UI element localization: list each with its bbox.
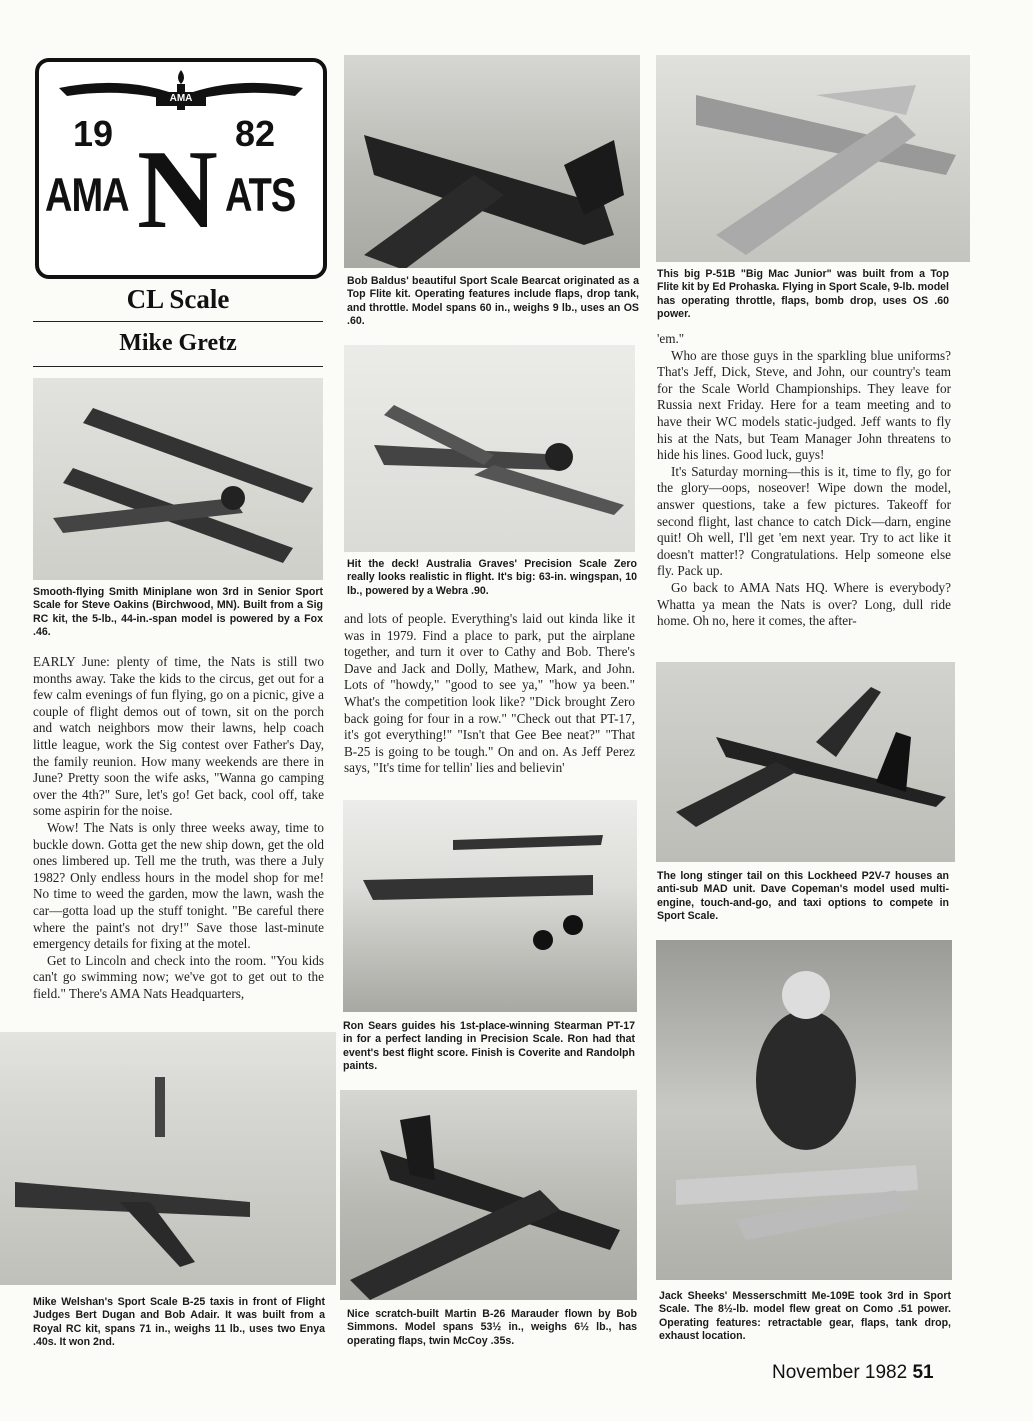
caption-zero: Hit the deck! Australia Graves' Precision Scale Zero really looks realistic in flight. It's big: 63-in. wingspan, 10 lb., powered by a Webra .90. bbox=[347, 558, 637, 597]
photo-b25 bbox=[0, 1032, 336, 1285]
photo-me109e bbox=[656, 940, 952, 1280]
photo-p2v7 bbox=[656, 662, 955, 862]
logo-year-right: 82 bbox=[235, 113, 276, 154]
caption-p2v7: The long stinger tail on this Lockheed P2V-7 houses an anti-sub MAD unit. Dave Copeman's model used multi-engine, touch-and-go, and taxi options to compete in Sport Scale. bbox=[657, 870, 949, 923]
body-paragraph: Go back to AMA Nats HQ. Where is everybody? Whatta ya mean the Nats is over? Long, dull ride home. Oh no, here it comes, the after- bbox=[657, 579, 951, 629]
body-column-2 bbox=[344, 611, 635, 777]
ama-badge: AMA bbox=[156, 92, 206, 106]
logo-year-left: 19 bbox=[73, 113, 114, 154]
photo-stearman bbox=[343, 800, 637, 1012]
body-paragraph: Get to Lincoln and check into the room. "You kids can't go swimming now; we've got to get out to the field." There's AMA Nats Headquarters, bbox=[33, 952, 324, 1001]
caption-bearcat: Bob Baldus' beautiful Sport Scale Bearcat originated as a Top Flite kit. Operating features include flaps, drop tank, and throttle. Model spans 60 in., weighs 9 lb., uses an OS .60. bbox=[347, 275, 639, 328]
body-paragraph: EARLY June: plenty of time, the Nats is still two months away. Take the kids to the circus, get out for a few calm evenings of fun flying, go on a picnic, give a couple of flight demos out of town, sit on the porch and watch neighbors mow their lawns, help coach little league, work the Sig contest over Father's Day, the family reunion. How many weekends are there in June? Pretty soon the wife asks, "Wanna go camping over the 4th?" Sure, let's go! Get back, cool off, take some aspirin for the noise. bbox=[33, 654, 324, 819]
logo-ama: AMA bbox=[45, 169, 129, 223]
caption-b25: Mike Welshan's Sport Scale B-25 taxis in front of Flight Judges Bert Dugan and Bob Adair. It was built from a Royal RC kit, spans 71 in., weighs 11 lb., uses two Enya .40s. It won 2nd. bbox=[33, 1296, 325, 1349]
caption-stearman: Ron Sears guides his 1st-place-winning Stearman PT-17 in for a perfect landing in Precision Scale. Ron had that event's best flight score. Finish is Coverite and Randolph paints. bbox=[343, 1020, 635, 1073]
photo-bearcat bbox=[344, 55, 640, 268]
logo-n: N bbox=[137, 128, 218, 252]
caption-miniplane: Smooth-flying Smith Miniplane won 3rd in Senior Sport Scale for Steve Oakins (Birchwood, MN). Built from a Sig RC kit, the 5-lb., 44-in.-span model is powered by a Fox .46. bbox=[33, 586, 323, 639]
p2v-plane-icon bbox=[656, 662, 955, 862]
biplane-icon bbox=[33, 378, 323, 580]
body-paragraph: Who are those guys in the sparkling blue uniforms? That's Jeff, Dick, Steve, and John, our country's team for the Scale World Championships. They leave for Russia next Friday. Here for a team meeting and to have their WC models static-judged. Jeff wants to fly his at the Nats, but Team Manager John threatens to hide his lines. Good luck, guys! bbox=[657, 347, 951, 463]
photo-p51b bbox=[656, 55, 970, 262]
page-number: 51 bbox=[912, 1362, 934, 1383]
body-paragraph: It's Saturday morning—this is it, time to fly, go for the glory—oops, noseover! Wipe down the model, answer questions, take a few pictures. Takeoff for second flight, last chance to catch Dick—darn, engine quit! Oh well, I'll get 'em next year. Try to act like it doesn't matter!? Congratulations. Help someone else fly. Pack up. bbox=[657, 463, 951, 579]
photo-zero bbox=[344, 345, 635, 552]
section-title: CL Scale bbox=[126, 284, 230, 314]
body-paragraph: and lots of people. Everything's laid out kinda like it was in 1979. Find a place to park, put the airplane together, and turn it over to Cathy and Bob. There's Dave and Jack and Dolly, Mathew, Mark, and John. Lots of "howdy," "good to see ya," "how ya been." What's the competition look like? "Dick brought Zero back going for four in a row." "Check out that PT-17, it's got everything!" "Isn't that Gee Bee neat?" "That B-25 is going to be tough." On and on. As Jeff Perez says, "It's time for tellin' lies and believin' bbox=[344, 611, 635, 776]
bearcat-plane-icon bbox=[344, 55, 640, 268]
b26-plane-icon bbox=[340, 1090, 637, 1300]
page-footer bbox=[772, 1362, 934, 1384]
body-paragraph: 'em." bbox=[657, 331, 685, 346]
p51-plane-icon bbox=[656, 55, 970, 262]
issue-date: November 1982 bbox=[772, 1362, 908, 1383]
ama-nats-logo bbox=[35, 58, 327, 279]
author-name: Mike Gretz bbox=[119, 330, 237, 356]
b25-plane-icon bbox=[0, 1032, 336, 1285]
photo-b26 bbox=[340, 1090, 637, 1300]
caption-p51b: This big P-51B "Big Mac Junior" was built from a Top Flite kit by Ed Prohaska. Flying in Sport Scale, 9-lb. model has operating throttle, flaps, bomb drop, uses OS .60 power. bbox=[657, 268, 949, 321]
zero-plane-icon bbox=[344, 345, 635, 552]
divider bbox=[33, 366, 323, 367]
caption-me109e: Jack Sheeks' Messerschmitt Me-109E took 3rd in Sport Scale. The 8½-lb. model flew great on Como .51 power. Operating features: retractable gear, flaps, tank drop, exhaust location. bbox=[659, 1290, 951, 1343]
photo-smith-miniplane bbox=[33, 378, 323, 580]
me109-and-modeler-icon bbox=[656, 940, 952, 1280]
body-column-3 bbox=[657, 331, 951, 630]
body-paragraph: Wow! The Nats is only three weeks away, time to buckle down. Gotta get the new ship down, get the old ones limbered up. Tell me the truth, was there a July 1982? Only endless hours in the model shop for me! No time to weed the garden, mow the lawn, wash the car—gotta load up the stuff tonight. "Be careful there where the paint's not dry!" Save those last-minute emergency details for fixing at the motel. bbox=[33, 819, 324, 952]
caption-b26: Nice scratch-built Martin B-26 Marauder flown by Bob Simmons. Model spans 53½ in., weighs 6½ lb., has operating flaps, twin McCoy .35s. bbox=[347, 1308, 637, 1347]
stearman-biplane-icon bbox=[343, 800, 637, 1012]
logo-ats: ATS bbox=[225, 169, 296, 223]
divider bbox=[33, 321, 323, 322]
body-column-1 bbox=[33, 654, 324, 1002]
